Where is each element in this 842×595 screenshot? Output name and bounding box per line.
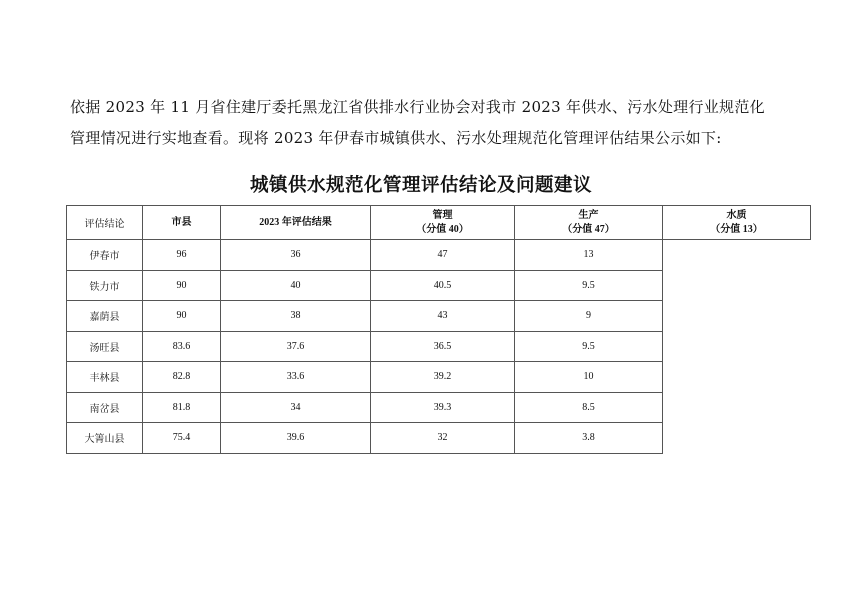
table-header-row (67, 206, 811, 240)
header-city: 市县 (143, 206, 221, 240)
cell-management: 37.6 (221, 331, 371, 362)
intro-line-2: 管理情况进行实地查看。现将 2023 年伊春市城镇供水、污水处理规范化管理评估结果公示如下: (70, 129, 722, 147)
intro-line-1: 依据 2023 年 11 月省住建厅委托黑龙江省供排水行业协会对我市 2023 年供水、污水处理行业规范化 (70, 98, 765, 116)
cell-production: 39.3 (371, 392, 515, 423)
cell-production: 43 (371, 301, 515, 332)
evaluation-table (66, 205, 811, 454)
table-row (67, 331, 811, 362)
table-row (67, 362, 811, 393)
header-water-quality-score: （分值 13） (710, 223, 763, 235)
cell-result: 82.8 (143, 362, 221, 393)
cell-management: 36 (221, 240, 371, 271)
cell-city: 伊春市 (67, 240, 143, 271)
header-management (371, 206, 515, 240)
cell-result: 96 (143, 240, 221, 271)
cell-city: 大箐山县 (67, 423, 143, 454)
cell-city: 铁力市 (67, 270, 143, 301)
cell-water-quality: 9 (515, 301, 663, 332)
header-production-label: 生产 (578, 209, 599, 221)
cell-management: 34 (221, 392, 371, 423)
cell-production: 39.2 (371, 362, 515, 393)
header-water-quality-label: 水质 (726, 209, 747, 221)
header-result: 2023 年评估结果 (221, 206, 371, 240)
cell-water-quality: 8.5 (515, 392, 663, 423)
cell-city: 嘉荫县 (67, 301, 143, 332)
cell-water-quality: 9.5 (515, 270, 663, 301)
cell-production: 40.5 (371, 270, 515, 301)
cell-water-quality: 3.8 (515, 423, 663, 454)
cell-management: 40 (221, 270, 371, 301)
header-production (515, 206, 663, 240)
table-row (67, 301, 811, 332)
cell-city: 南岔县 (67, 392, 143, 423)
cell-result: 75.4 (143, 423, 221, 454)
section-label: 评估结论 (67, 206, 143, 240)
cell-production: 47 (371, 240, 515, 271)
cell-result: 90 (143, 270, 221, 301)
intro-paragraph (70, 92, 790, 154)
table-row (67, 423, 811, 454)
cell-city: 汤旺县 (67, 331, 143, 362)
header-management-score: （分值 40） (416, 223, 469, 235)
cell-water-quality: 9.5 (515, 331, 663, 362)
table-row (67, 240, 811, 271)
cell-result: 83.6 (143, 331, 221, 362)
cell-management: 38 (221, 301, 371, 332)
header-water-quality (663, 206, 811, 240)
cell-water-quality: 13 (515, 240, 663, 271)
table-title: 城镇供水规范化管理评估结论及问题建议 (249, 175, 592, 196)
table-row (67, 392, 811, 423)
header-management-label: 管理 (432, 209, 453, 221)
cell-production: 36.5 (371, 331, 515, 362)
cell-production: 32 (371, 423, 515, 454)
cell-water-quality: 10 (515, 362, 663, 393)
cell-result: 90 (143, 301, 221, 332)
cell-result: 81.8 (143, 392, 221, 423)
table-row (67, 270, 811, 301)
cell-management: 39.6 (221, 423, 371, 454)
cell-management: 33.6 (221, 362, 371, 393)
header-production-score: （分值 47） (562, 223, 615, 235)
cell-city: 丰林县 (67, 362, 143, 393)
